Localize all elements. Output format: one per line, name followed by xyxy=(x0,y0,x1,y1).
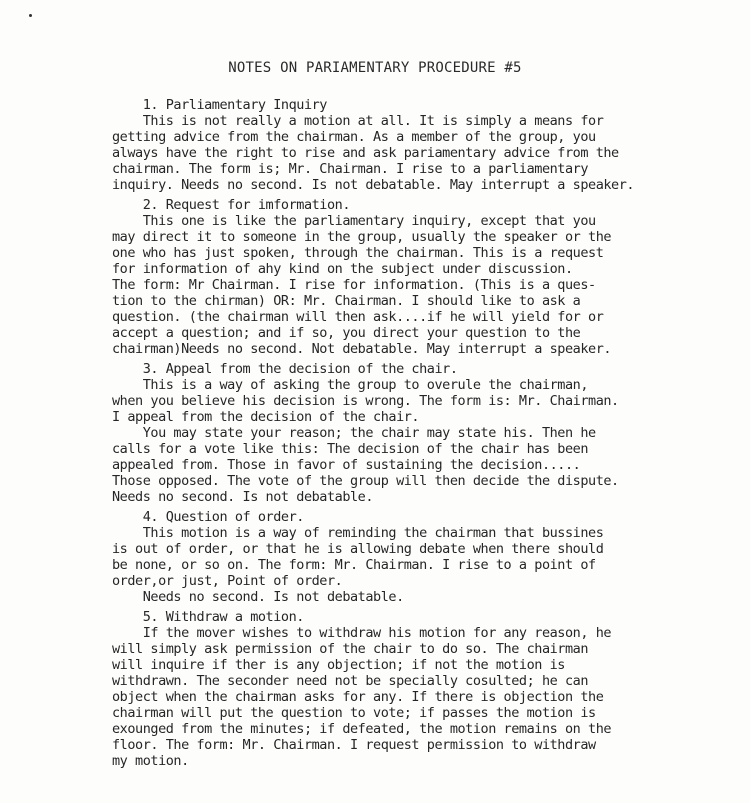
text-line: This is a way of asking the group to overule the chairman, xyxy=(112,377,589,393)
text-line: This motion is a way of reminding the chairman that bussines xyxy=(112,525,604,541)
text-line: for information of ahy kind on the subject under discussion. xyxy=(112,261,573,277)
text-line: This is not really a motion at all. It is simply a means for xyxy=(112,113,604,129)
text-line: floor. The form: Mr. Chairman. I request permission to withdraw xyxy=(112,737,596,753)
text-line: 3. Appeal from the decision of the chair. xyxy=(112,361,458,377)
text-line: getting advice from the chairman. As a member of the group, you xyxy=(112,129,596,145)
text-line: Needs no second. Is not debatable. xyxy=(112,489,374,505)
text-line: always have the right to rise and ask pariamentary advice from the xyxy=(112,145,619,161)
text-line: one who has just spoken, through the chairman. This is a request xyxy=(112,245,604,261)
text-line: be none, or so on. The form: Mr. Chairman. I rise to a point of xyxy=(112,557,596,573)
text-line: when you believe his decision is wrong. The form is: Mr. Chairman. xyxy=(112,393,619,409)
text-line: will inquire if ther is any objection; if not the motion is xyxy=(112,657,565,673)
paper-speck xyxy=(29,14,32,17)
text-line: withdrawn. The seconder need not be specially cosulted; he can xyxy=(112,673,589,689)
text-line: exounged from the minutes; if defeated, the motion remains on the xyxy=(112,721,612,737)
text-line: calls for a vote like this: The decision of the chair has been xyxy=(112,441,589,457)
text-line: may direct it to someone in the group, usually the speaker or the xyxy=(112,229,612,245)
text-line: my motion. xyxy=(112,753,189,769)
text-line: tion to the chirman) OR: Mr. Chairman. I should like to ask a xyxy=(112,293,581,309)
text-line: Those opposed. The vote of the group will then decide the dispute. xyxy=(112,473,619,489)
text-line: 5. Withdraw a motion. xyxy=(112,609,304,625)
text-line: 4. Question of order. xyxy=(112,509,304,525)
text-line: order,or just, Point of order. xyxy=(112,573,343,589)
text-line: object when the chairman asks for any. If there is objection the xyxy=(112,689,604,705)
text-line: 2. Request for imformation. xyxy=(112,197,351,213)
text-line: appealed from. Those in favor of sustaining the decision..... xyxy=(112,457,581,473)
text-line: The form: Mr Chairman. I rise for information. (This is a ques- xyxy=(112,277,596,293)
text-line: You may state your reason; the chair may state his. Then he xyxy=(112,425,596,441)
text-line: This one is like the parliamentary inquiry, except that you xyxy=(112,213,596,229)
text-line: chairman)Needs no second. Not debatable. May interrupt a speaker. xyxy=(112,341,612,357)
text-line: Needs no second. Is not debatable. xyxy=(112,589,404,605)
text-line: will simply ask permission of the chair to do so. The chairman xyxy=(112,641,589,657)
text-line: accept a question; and if so, you direct your question to the xyxy=(112,325,581,341)
text-line: If the mover wishes to withdraw his motion for any reason, he xyxy=(112,625,612,641)
text-line: question. (the chairman will then ask....if he will yield for or xyxy=(112,309,604,325)
text-line: 1. Parliamentary Inquiry xyxy=(112,97,327,113)
document-title: NOTES ON PARIAMENTARY PROCEDURE #5 xyxy=(228,60,522,76)
text-line: is out of order, or that he is allowing debate when there should xyxy=(112,541,604,557)
text-line: chairman will put the question to vote; if passes the motion is xyxy=(112,705,596,721)
text-line: inquiry. Needs no second. Is not debatable. May interrupt a speaker. xyxy=(112,177,635,193)
text-line: I appeal from the decision of the chair. xyxy=(112,409,420,425)
text-line: chairman. The form is; Mr. Chairman. I rise to a parliamentary xyxy=(112,161,589,177)
